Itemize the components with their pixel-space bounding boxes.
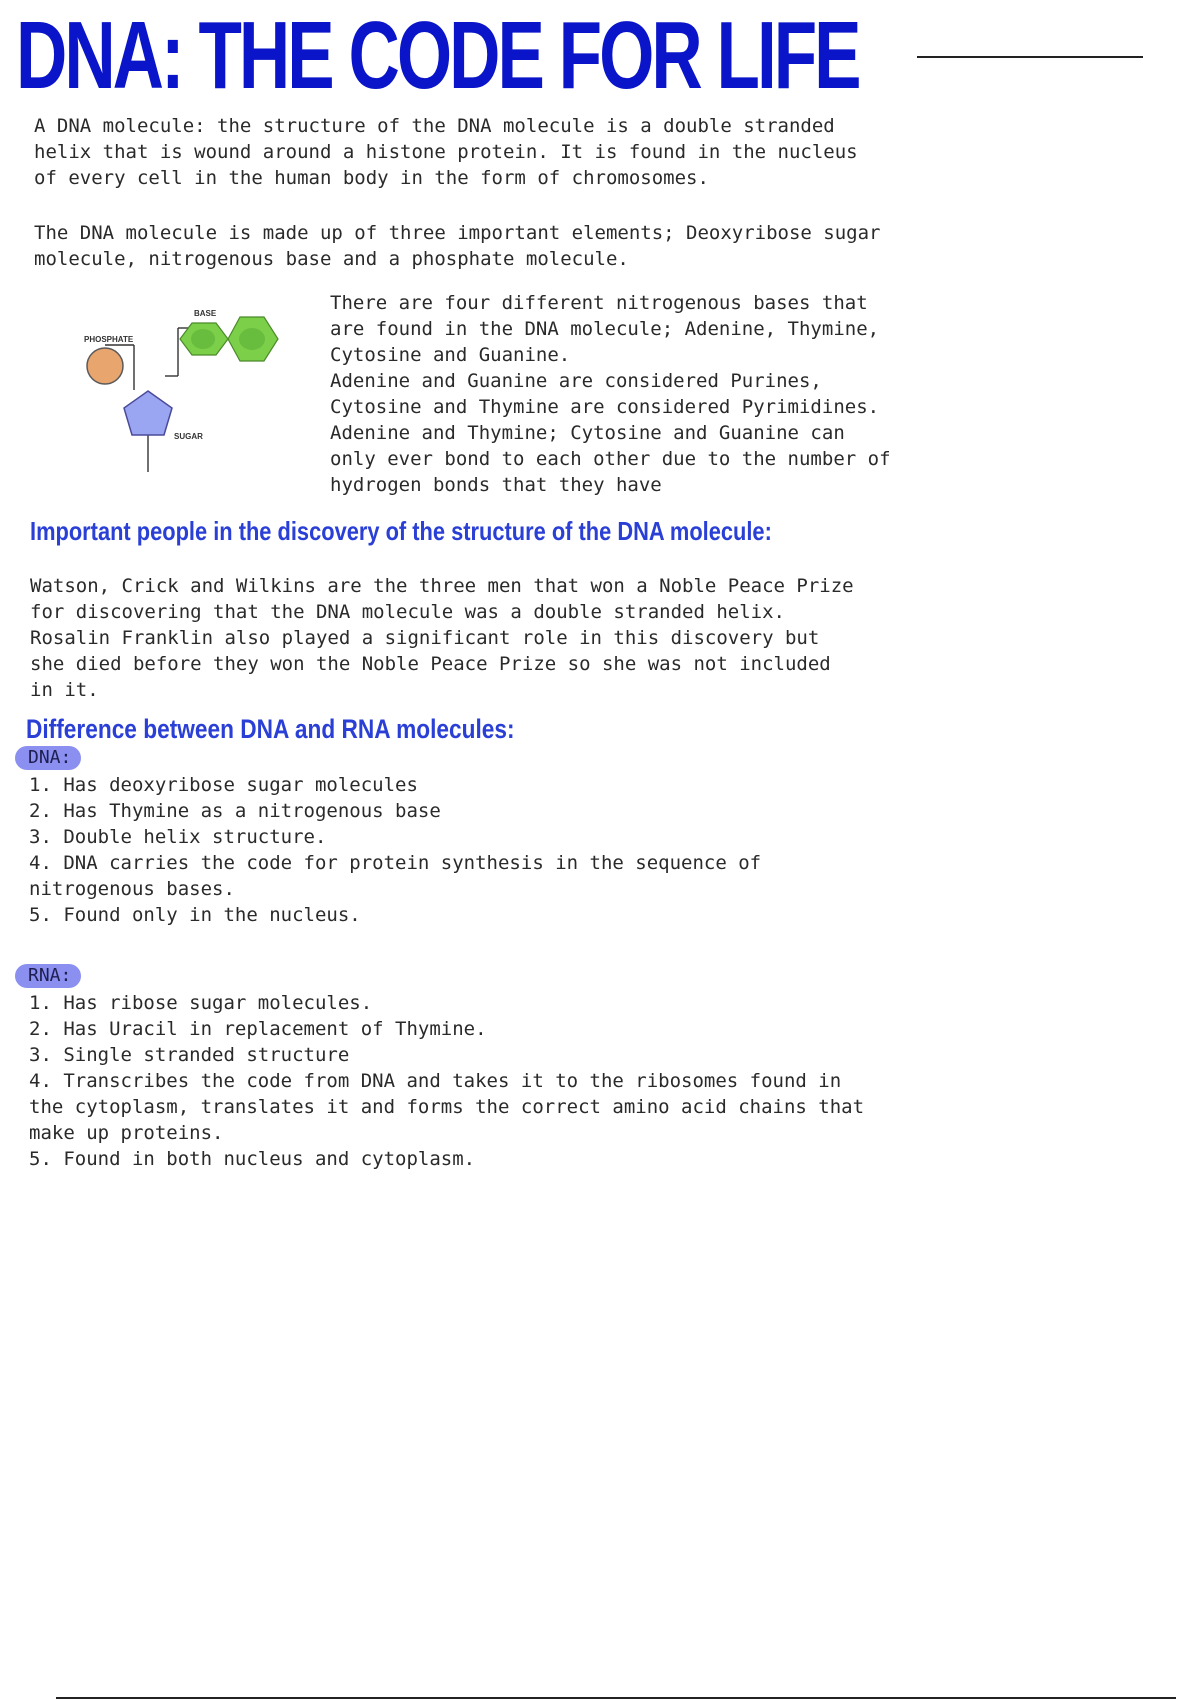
base-label: BASE <box>194 309 217 318</box>
list-item: 5. Found in both nucleus and cytoplasm. <box>29 1148 476 1170</box>
list-item: 2. Has Uracil in replacement of Thymine. <box>29 1018 487 1040</box>
base-shading-right <box>239 328 265 350</box>
difference-heading: Difference between DNA and RNA molecules: <box>26 714 515 744</box>
title-divider <box>917 56 1143 58</box>
phosphate-circle <box>87 348 123 384</box>
rna-list <box>29 990 864 1172</box>
people-paragraph: Watson, Crick and Wilkins are the three men that won a Noble Peace Prize for discovering that the DNA molecule was a double stranded helix. Rosalin Franklin also played a significant role in this discovery but she died before they won the Noble Peace Prize so she was not included in it. <box>30 575 854 701</box>
list-item: 1. Has deoxyribose sugar molecules <box>29 774 418 796</box>
sugar-label: SUGAR <box>174 432 203 441</box>
dna-list <box>29 772 761 928</box>
list-item: 3. Double helix structure. <box>29 826 327 848</box>
bases-paragraph: There are four different nitrogenous bases that are found in the DNA molecule; Adenine, Thymine, Cytosine and Guanine. Adenine and Guanine are considered Purines, Cytosine and Thymine are considered Pyrimidines. Adenine and Thymine; Cytosine and Guanine can only ever bond to each other due to the number of hydrogen bonds that they have <box>330 292 891 496</box>
intro-paragraph: A DNA molecule: the structure of the DNA molecule is a double stranded helix that is wound around a histone protein. It is found in the nucleus of every cell in the human body in the form of chromosomes. <box>34 115 858 189</box>
sugar-pentagon <box>124 391 172 435</box>
rna-badge: RNA: <box>15 964 81 988</box>
nucleotide-diagram <box>38 292 294 478</box>
phosphate-label: PHOSPHATE <box>84 335 134 344</box>
list-item: 4. Transcribes the code from DNA and takes it to the ribosomes found in the cytoplasm, translates it and forms the correct amino acid chains that make up proteins. <box>29 1070 865 1144</box>
page-title: DNA: THE CODE FOR LIFE <box>16 2 859 109</box>
base-shading-left <box>191 329 215 349</box>
list-item: 1. Has ribose sugar molecules. <box>29 992 373 1014</box>
dna-badge: DNA: <box>15 746 81 770</box>
elements-paragraph: The DNA molecule is made up of three important elements; Deoxyribose sugar molecule, nitrogenous base and a phosphate molecule. <box>34 222 881 270</box>
list-item: 2. Has Thymine as a nitrogenous base <box>29 800 441 822</box>
list-item: 5. Found only in the nucleus. <box>29 904 361 926</box>
footer-divider <box>56 1697 1176 1699</box>
list-item: 4. DNA carries the code for protein synthesis in the sequence of nitrogenous bases. <box>29 852 762 900</box>
people-heading: Important people in the discovery of the structure of the DNA molecule: <box>30 516 772 546</box>
list-item: 3. Single stranded structure <box>29 1044 350 1066</box>
